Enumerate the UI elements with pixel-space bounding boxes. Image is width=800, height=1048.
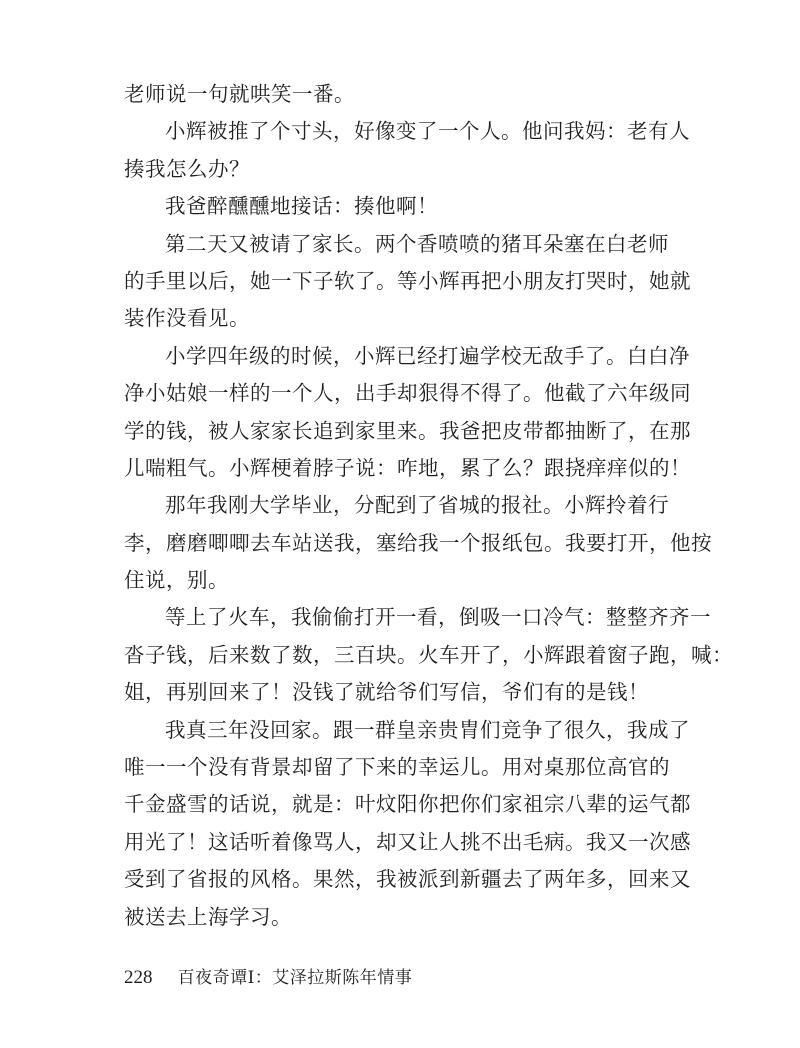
text-line: 我爸醉醺醺地接话：揍他啊！ (165, 194, 438, 219)
text-line: 那年我刚大学毕业，分配到了省城的报社。小辉拎着行 (165, 493, 669, 518)
text-line: 学的钱，被人家家长追到家里来。我爸把皮带都抽断了，在那 (124, 418, 691, 443)
text-line: 姐，再别回来了！没钱了就给爷们写信，爷们有的是钱！ (124, 680, 649, 705)
text-line: 等上了火车，我偷偷打开一看，倒吸一口冷气：整整齐齐一 (165, 605, 711, 630)
text-line: 小辉被推了个寸头，好像变了一个人。他问我妈：老有人 (165, 119, 690, 144)
text-line: 用光了！这话听着像骂人，却又让人挑不出毛病。我又一次感 (124, 829, 691, 854)
page-number: 228 (124, 967, 153, 988)
text-line: 我真三年没回家。跟一群皇亲贵胄们竞争了很久，我成了 (165, 717, 690, 742)
text-line: 沓子钱，后来数了数，三百块。火车开了，小辉跟着窗子跑，喊： (124, 642, 733, 667)
text-line: 的手里以后，她一下子软了。等小辉再把小朋友打哭时，她就 (124, 268, 691, 293)
text-line: 揍我怎么办？ (124, 156, 250, 181)
text-line: 小学四年级的时候，小辉已经打遍学校无敌手了。白白净 (165, 343, 690, 368)
text-line: 装作没看见。 (124, 306, 250, 331)
page-footer (124, 966, 412, 990)
text-line: 老师说一句就哄笑一番。 (124, 82, 355, 106)
running-title: 百夜奇谭Ⅰ：艾泽拉斯陈年情事 (177, 968, 413, 988)
text-line: 第二天又被请了家长。两个香喷喷的猪耳朵塞在白老师 (165, 231, 669, 256)
text-line: 净小姑娘一样的一个人，出手却狠得不得了。他截了六年级同 (124, 381, 691, 406)
text-line: 李，磨磨唧唧去车站送我，塞给我一个报纸包。我要打开，他按 (124, 530, 712, 555)
text-line: 被送去上海学习。 (124, 904, 292, 929)
text-line: 受到了省报的风格。果然，我被派到新疆去了两年多，回来又 (124, 867, 691, 892)
body-text (124, 76, 733, 936)
text-line: 住说，别。 (124, 568, 229, 593)
text-line: 儿喘粗气。小辉梗着脖子说：咋地，累了么？跟挠痒痒似的！ (124, 455, 691, 480)
text-line: 千金盛雪的话说，就是：叶炆阳你把你们家祖宗八辈的运气都 (124, 792, 691, 817)
text-line: 唯一一个没有背景却留了下来的幸运儿。用对桌那位高官的 (124, 755, 670, 780)
